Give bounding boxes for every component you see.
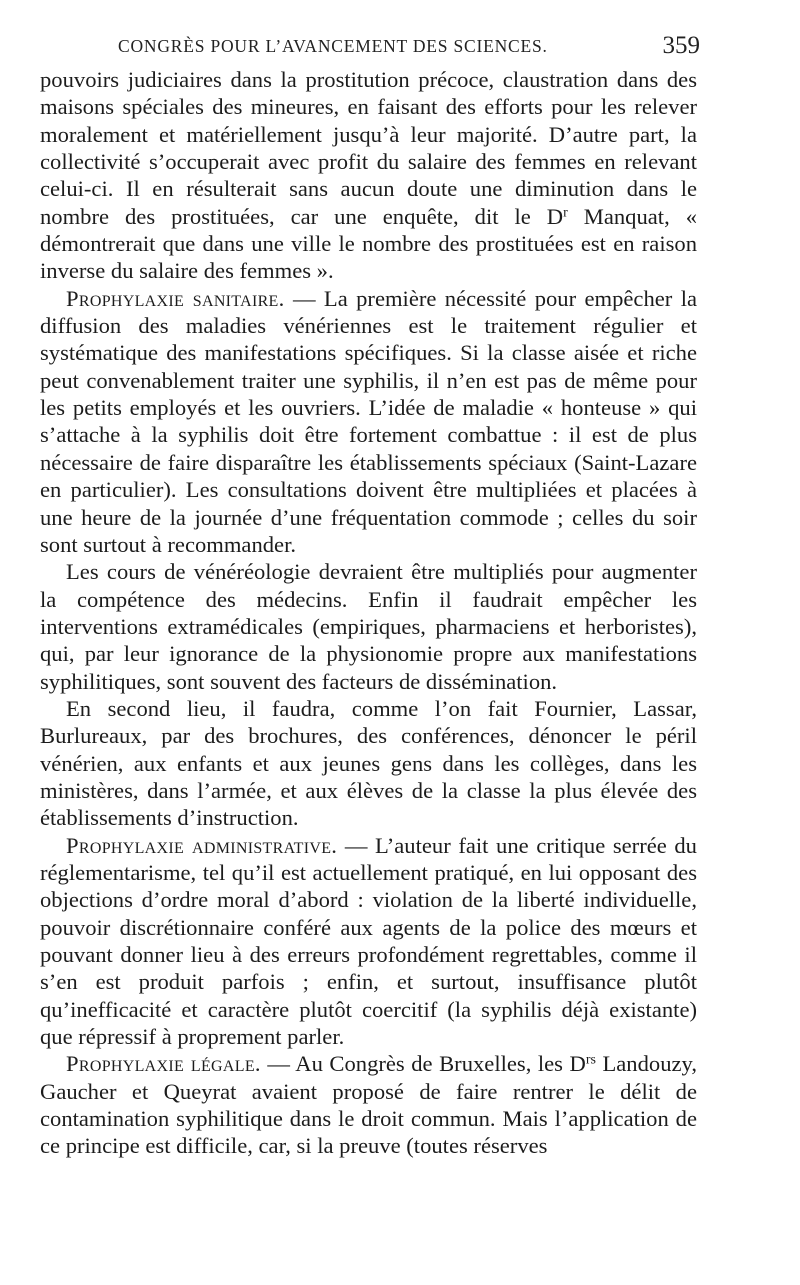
section-heading: Prophylaxie légale. [66,1051,261,1077]
superscript: rs [585,1052,596,1068]
page-number: 359 [662,32,700,59]
section-heading: Prophylaxie administrative. [66,832,338,858]
paragraph-text: pouvoirs judiciaires dans la prostitution précoce, claustration dans des maisons spéciales des mineures, en faisant des efforts pour les relever moralement et matériellement jusqu’à leur majorité. D’autre part, la collectivité s’occuperait avec profit du salaire des femmes en relevant celui-ci. Il en résulterait sans aucun doute une diminution dans le nombre des prostituées, car une enquête, dit le D [40,67,697,229]
paragraph-text-after: Manquat, « démontrerait que dans une ville le nombre des prostituées est en raison inverse du salaire des femmes ». [40,203,698,284]
paragraph-prophylaxie-administrative [40,832,697,1051]
body-text [40,66,697,1160]
paragraph-prophylaxie-legale [40,1050,697,1159]
paragraph-second-lieu [40,695,697,832]
page-header [40,32,700,66]
section-heading: Prophylaxie sanitaire. [66,285,285,311]
paragraph-prophylaxie-sanitaire [40,285,697,558]
paragraph-continuation [40,66,697,285]
paragraph-text: — Au Congrès de Bruxelles, les D [260,1051,586,1077]
paragraph-text: — L’auteur fait une critique serrée du réglementarisme, tel qu’il est actuellement pratiqué, en lui opposant des objections d’ordre moral d’abord : violation de la liberté individuelle, pouvoir discrétionnaire conféré aux agents de la police des mœurs et pouvant donner lieu à des erreurs profondément regrettables, comme il s’en est produit parfois ; enfin, et surtout, insuffisance plutôt qu’inefficacité et caractère plutôt coercitif (la syphilis déjà existante) que répressif à proprement parler. [40,832,697,1050]
paragraph-text-after: Landouzy, Gaucher et Queyrat avaient proposé de faire rentrer le délit de contamination syphilitique dans le droit commun. Mais l’application de ce principe est difficile, car, si la preuve (toutes réserves [40,1051,698,1159]
running-title: CONGRÈS POUR L’AVANCEMENT DES SCIENCES. [118,36,548,56]
paragraph-text: — La première nécessité pour empêcher la diffusion des maladies vénériennes est le traitement régulier et systématique des manifestations spécifiques. Si la classe aisée et riche peut convenablement traiter une syphilis, il n’en est pas de même pour les petits employés et les ouvriers. L’idée de maladie « honteuse » qui s’attache à la syphilis doit être fortement combattue : il est de plus nécessaire de faire disparaître les établissements spéciaux (Saint-Lazare en particulier). Les consultations doivent être multipliées et placées à une heure de la journée d’une fréquentation commode ; celles du soir sont surtout à recommander. [40,285,697,557]
paragraph-text: En second lieu, il faudra, comme l’on fait Fournier, Lassar, Burlureaux, par des brochures, des conférences, dénoncer le péril vénérien, aux enfants et aux jeunes gens dans les collèges, dans les ministères, dans l’armée, et aux élèves de la classe la plus élevée des établissements d’instruction. [40,695,697,831]
superscript: r [563,205,568,221]
paragraph-text: Les cours de vénéréologie devraient être multipliés pour augmenter la compétence des médecins. Enfin il faudrait empêcher les interventions extramédicales (empiriques, pharmaciens et herboristes), qui, par leur ignorance de la physionomie propre aux manifestations syphilitiques, sont souvent des facteurs de dissémination. [40,559,697,694]
paragraph-cours-venereologie [40,558,697,695]
